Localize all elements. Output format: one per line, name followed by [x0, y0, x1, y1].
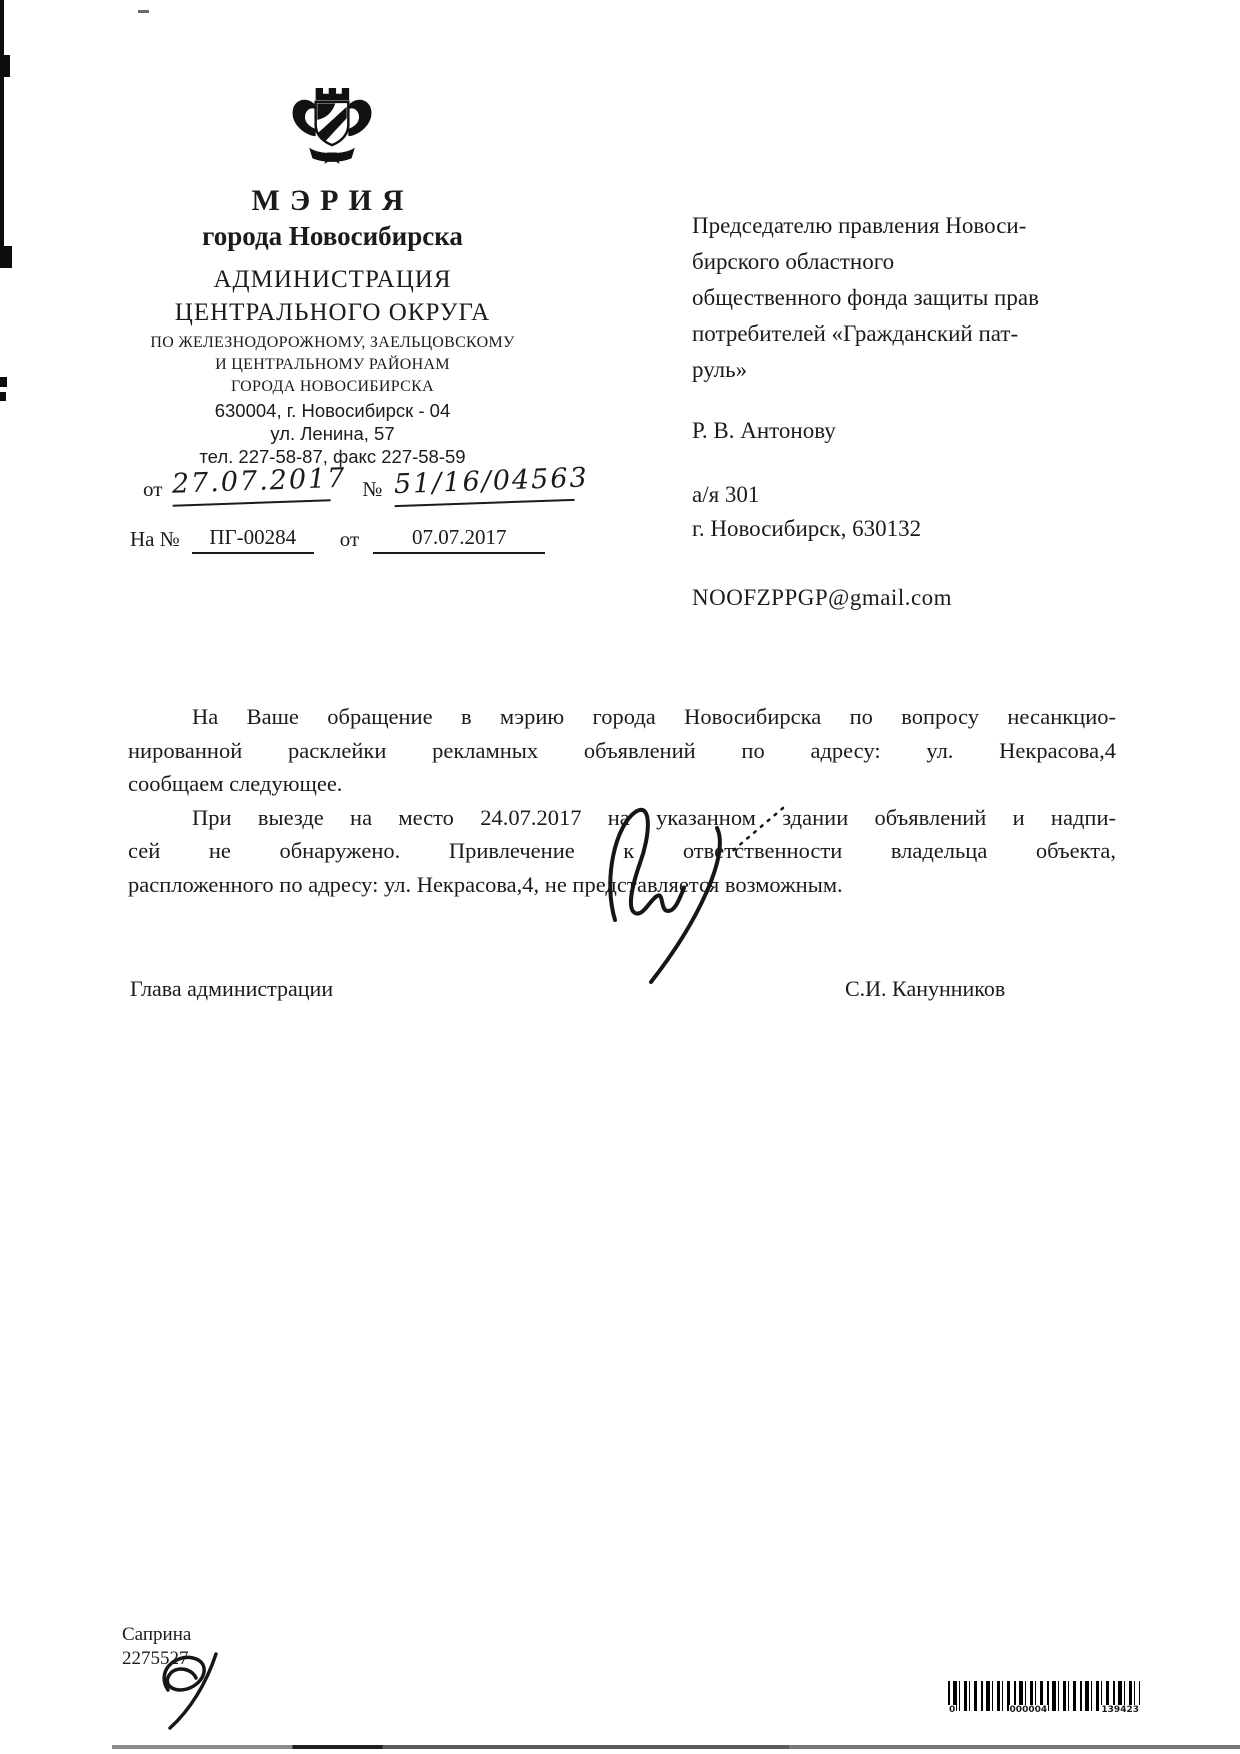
number-label: №: [362, 477, 383, 501]
body-line: При выезде на место 24.07.2017 на указанном здании объявлений и надпи-: [192, 804, 1116, 830]
addressee-line: потребителей «Гражданский пат-: [692, 321, 1019, 346]
executor-initial-signature: [152, 1648, 247, 1738]
novosibirsk-coat-of-arms-icon: [283, 78, 381, 178]
addressee-block: [692, 208, 1124, 388]
body-line: сей не обнаружено. Привлечение к ответственности владельца объекта,: [128, 838, 1116, 863]
signature-image: [555, 800, 800, 995]
barcode-digits: [948, 1705, 1140, 1715]
org-phone-line: тел. 227-58-87, факс 227-58-59: [199, 446, 466, 467]
addressee-line: бирского областного: [692, 249, 895, 274]
body-line: На Ваше обращение в мэрию города Новосибирска по вопросу несанкцио-: [192, 704, 1116, 729]
outgoing-number-handwritten: 51/16/04563: [394, 463, 575, 507]
barcode: [948, 1681, 1140, 1719]
org-title-line1: МЭРИЯ: [251, 184, 414, 217]
scan-artifact-dash: [138, 10, 149, 13]
body-line: сообщаем следующее.: [128, 771, 343, 796]
incoming-number: ПГ-00284: [192, 525, 314, 554]
scan-artifact-blob: [0, 246, 12, 268]
org-title-line2: города Новосибирска: [202, 221, 463, 251]
addressee-line: общественного фонда защиты прав: [692, 285, 1039, 310]
districts-line2: И ЦЕНТРАЛЬНОМУ РАЙОНАМ: [215, 356, 450, 373]
executor-name: Саприна: [122, 1624, 192, 1645]
districts-line3: ГОРОДА НОВОСИБИРСКА: [231, 378, 434, 395]
scan-artifact-tick: [0, 392, 6, 401]
signer-name: С.И. Канунников: [845, 976, 1006, 1001]
body-line: нированной расклейки рекламных объявлений по адресу: ул. Некрасова,4: [128, 737, 1116, 763]
scan-artifact-tick: [0, 377, 7, 387]
org-address-line1: 630004, г. Новосибирск - 04: [214, 400, 451, 421]
addressee-po-box: а/я 301: [692, 482, 760, 507]
incoming-reference-row: [130, 525, 560, 554]
scan-artifact-bottom-edge: [112, 1745, 1240, 1749]
barcode-digit-group: 000004: [1009, 1705, 1048, 1715]
addressee-city: г. Новосибирск, 630132: [692, 516, 922, 541]
outgoing-date-handwritten: 27.07.2017: [172, 463, 331, 506]
addressee-line: руль»: [692, 357, 748, 382]
addressee-email: NOOFZPPGP@gmail.com: [692, 585, 953, 610]
reply-from-label: от: [339, 527, 360, 551]
signer-position-title: Глава администрации: [130, 976, 334, 1001]
reply-label: На №: [130, 527, 180, 551]
dept-line2: ЦЕНТРАЛЬНОГО ОКРУГА: [174, 299, 491, 326]
scan-artifact-blob: [0, 55, 10, 77]
addressee-name: Р. В. Антонову: [692, 418, 836, 443]
executor-phone: 2275527: [122, 1648, 189, 1669]
from-label: от: [143, 477, 163, 501]
barcode-digit-group: 139423: [1101, 1705, 1139, 1715]
districts-line1: ПО ЖЕЛЕЗНОДОРОЖНОМУ, ЗАЕЛЬЦОВСКОМУ: [150, 334, 515, 351]
addressee-line: Председателю правления Новоси-: [692, 213, 1027, 238]
outgoing-reference-row: [143, 462, 590, 504]
scan-artifact-edge-strip: [0, 0, 4, 266]
body-line: распложенного по адресу: ул. Некрасова,4, не представляется возможным.: [128, 871, 843, 897]
org-address-line2: ул. Ленина, 57: [270, 423, 395, 444]
barcode-digit-group: 0: [949, 1705, 956, 1715]
dept-line1: АДМИНИСТРАЦИЯ: [213, 266, 452, 293]
incoming-date: 07.07.2017: [373, 525, 545, 554]
